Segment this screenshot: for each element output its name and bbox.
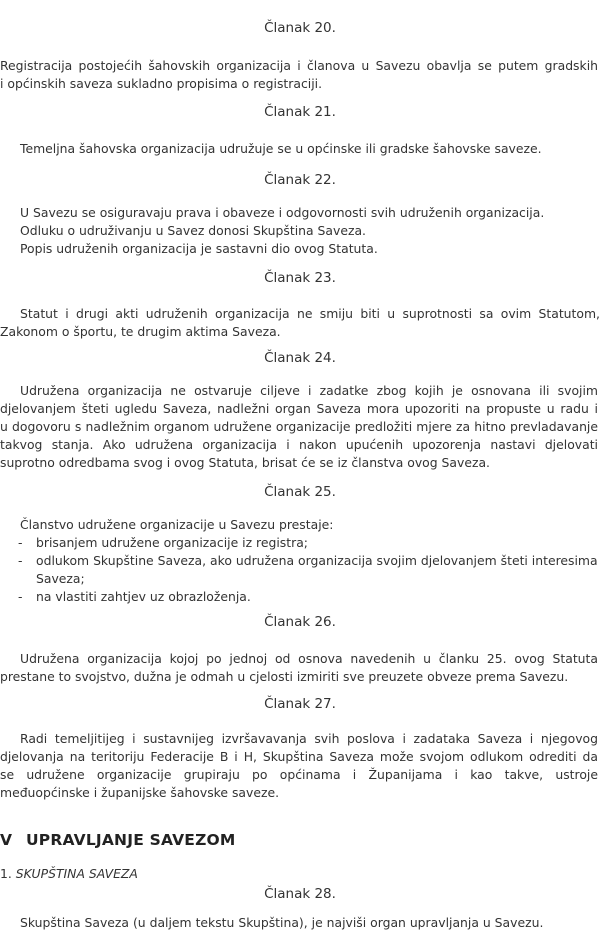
article-paragraph: [0, 305, 600, 341]
article-heading: Članak 24.: [264, 350, 336, 366]
article-paragraph: [20, 516, 600, 534]
paragraph-line: i općinskih saveza sukladno propisima o registraciji.: [0, 76, 323, 91]
subsection-number: 1.: [0, 866, 12, 881]
paragraph-line: djelovanja na teritoriju Federacije B i H, Skupština Saveza može svojom odlukom odrediti da: [0, 749, 598, 764]
list-item-text: brisanjem udružene organizacije iz registra;: [36, 535, 308, 550]
article-heading: Članak 20.: [264, 20, 336, 36]
paragraph-line: Popis udruženih organizacija je sastavni dio ovog Statuta.: [20, 241, 378, 256]
article-heading: Članak 21.: [264, 104, 336, 120]
article-paragraph: [0, 57, 598, 93]
article-heading: Članak 28.: [264, 886, 336, 902]
article-paragraph: [20, 914, 543, 932]
paragraph-line: Skupština Saveza (u daljem tekstu Skupština), je najviši organ upravljanja u Savezu.: [20, 915, 544, 930]
paragraph-line: Radi temeljitijeg i sustavnijeg izvršavavanja svih poslova i zadataka Saveza i njegovog: [20, 731, 598, 746]
article-paragraph: [0, 650, 598, 686]
list-item: [18, 552, 600, 588]
section-number: V: [0, 831, 13, 849]
article-paragraph: [0, 730, 598, 802]
paragraph-line: takvog stanja. Ako udružena organizacija i nakon upućenih upozorenja nastavi djelovati: [0, 437, 598, 452]
subsection-title: SKUPŠTINA SAVEZA: [15, 866, 138, 881]
article-paragraph: [0, 382, 598, 472]
paragraph-line: Odluku o udruživanju u Savez donosi Skupština Saveza.: [20, 223, 366, 238]
list-item: [18, 534, 600, 552]
list-dash: -: [18, 589, 23, 604]
paragraph-line: međuopćinske i županijske šahovske saveze.: [0, 785, 280, 800]
article-heading: Članak 22.: [264, 172, 336, 188]
paragraph-line: djelovanjem šteti ugledu Saveza, nadležni organ Saveza mora upozoriti na propuste u radu i: [0, 401, 598, 416]
paragraph-line: suprotno odredbama svog i ovog Statuta, brisat će se iz članstva ovog Saveza.: [0, 455, 490, 470]
article-heading: Članak 25.: [264, 484, 336, 500]
subsection-heading: [0, 866, 138, 881]
list-item-text: odlukom Skupštine Saveza, ako udružena organizacija svojim djelovanjem šteti interesima: [36, 553, 598, 568]
article-paragraph: [20, 204, 544, 258]
article-paragraph: [20, 140, 542, 158]
list-intro: Članstvo udružene organizacije u Savezu prestaje:: [20, 517, 334, 532]
list-item-text: na vlastiti zahtjev uz obrazloženja.: [36, 589, 251, 604]
paragraph-line: Udružena organizacija ne ostvaruje ciljeve i zadatke zbog kojih je osnovana ili svojim: [20, 383, 598, 398]
list-item: [18, 588, 600, 606]
list-dash: -: [18, 535, 23, 550]
paragraph-line: Zakonom o športu, te drugim aktima Saveza.: [0, 324, 281, 339]
article-heading: Članak 23.: [264, 270, 336, 286]
paragraph-line: Statut i drugi akti udruženih organizacija ne smiju biti u suprotnosti sa ovim Statutom,: [20, 306, 600, 321]
list-dash: -: [18, 553, 23, 568]
section-title: UPRAVLJANJE SAVEZOM: [26, 831, 236, 849]
paragraph-line: Temeljna šahovska organizacija udružuje se u općinske ili gradske šahovske saveze.: [20, 141, 542, 156]
paragraph-line: u dogovoru s nadležnim organom udružene organizacije predložiti mjere za hitno prevladavanje: [0, 419, 598, 434]
paragraph-line: U Savezu se osiguravaju prava i obaveze i odgovornosti svih udruženih organizacija.: [20, 205, 545, 220]
paragraph-line: Udružena organizacija kojoj po jednoj od osnova navedenih u članku 25. ovog Statuta: [20, 651, 598, 666]
termination-list: [18, 534, 600, 606]
paragraph-line: prestane to svojstvo, dužna je odmah u cjelosti izmiriti sve preuzete obveze prema Savezu.: [0, 669, 569, 684]
paragraph-line: Registracija postojećih šahovskih organizacija i članova u Savezu obavlja se putem gradskih: [0, 58, 598, 73]
paragraph-line: se udružene organizacije grupiraju po općinama i Županijama i kao takve, ustroje: [0, 767, 598, 782]
article-heading: Članak 26.: [264, 614, 336, 630]
section-heading: [0, 831, 236, 849]
list-item-text: Saveza;: [36, 571, 85, 586]
article-heading: Članak 27.: [264, 696, 336, 712]
